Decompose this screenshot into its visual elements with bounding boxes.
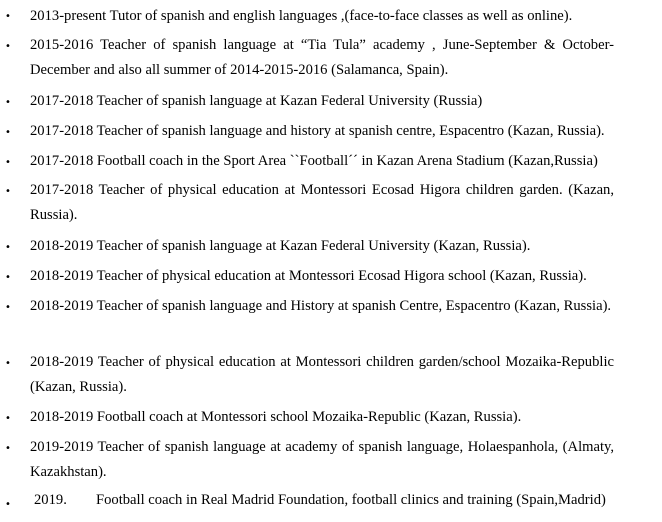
item-text: 2017-2018 Teacher of physical education at Montessori Ecosad Higora children garden. (Kazan, Russia). bbox=[30, 182, 614, 223]
item-text: 2018-2019 Teacher of physical education at Montessori children garden/school Mozaika-Republic (Kazan, Russia). bbox=[30, 354, 614, 395]
bullet-icon: • bbox=[5, 242, 11, 253]
item-text: 2013-present Tutor of spanish and english languages ,(face-to-face classes as well as online). bbox=[30, 8, 573, 24]
item-text: 2018-2019 Teacher of spanish language at Kazan Federal University (Kazan, Russia). bbox=[30, 238, 531, 254]
bullet-icon: • bbox=[5, 41, 11, 52]
bullet-icon: • bbox=[5, 186, 11, 197]
item-year: 2019. bbox=[34, 492, 67, 508]
item-text: 2018-2019 Teacher of physical education at Montessori Ecosad Higora school (Kazan, Russia). bbox=[30, 268, 587, 284]
item-text: 2019-2019 Teacher of spanish language at academy of spanish language, Holaespanhola, (Almaty, Kazakhstan). bbox=[30, 439, 614, 480]
bullet-icon: • bbox=[5, 11, 11, 22]
item-text: Football coach in Real Madrid Foundation, football clinics and training (Spain,Madrid) bbox=[96, 492, 606, 508]
item-text: 2017-2018 Football coach in the Sport Area ``Football´´ in Kazan Arena Stadium (Kazan,Russia) bbox=[30, 153, 598, 169]
bullet-icon: • bbox=[5, 272, 11, 283]
item-text: 2018-2019 Football coach at Montessori school Mozaika-Republic (Kazan, Russia). bbox=[30, 409, 522, 425]
bullet-icon: • bbox=[5, 97, 11, 108]
bullet-icon: • bbox=[5, 443, 11, 454]
item-text: 2017-2018 Teacher of spanish language at Kazan Federal University (Russia) bbox=[30, 93, 483, 109]
bullet-icon: • bbox=[5, 499, 11, 510]
bullet-icon: • bbox=[5, 157, 11, 168]
bullet-icon: • bbox=[5, 302, 11, 313]
item-text: 2015-2016 Teacher of spanish language at “Tia Tula” academy , June-September & October-December and also all summer of 2014-2015-2016 (Salamanca, Spain). bbox=[30, 37, 614, 78]
item-text: 2018-2019 Teacher of spanish language and History at spanish Centre, Espacentro (Kazan, Russia). bbox=[30, 298, 612, 314]
bullet-icon: • bbox=[5, 358, 11, 369]
bullet-icon: • bbox=[5, 413, 11, 424]
item-text: 2017-2018 Teacher of spanish language and history at spanish centre, Espacentro (Kazan, Russia). bbox=[30, 123, 605, 139]
bullet-icon: • bbox=[5, 127, 11, 138]
